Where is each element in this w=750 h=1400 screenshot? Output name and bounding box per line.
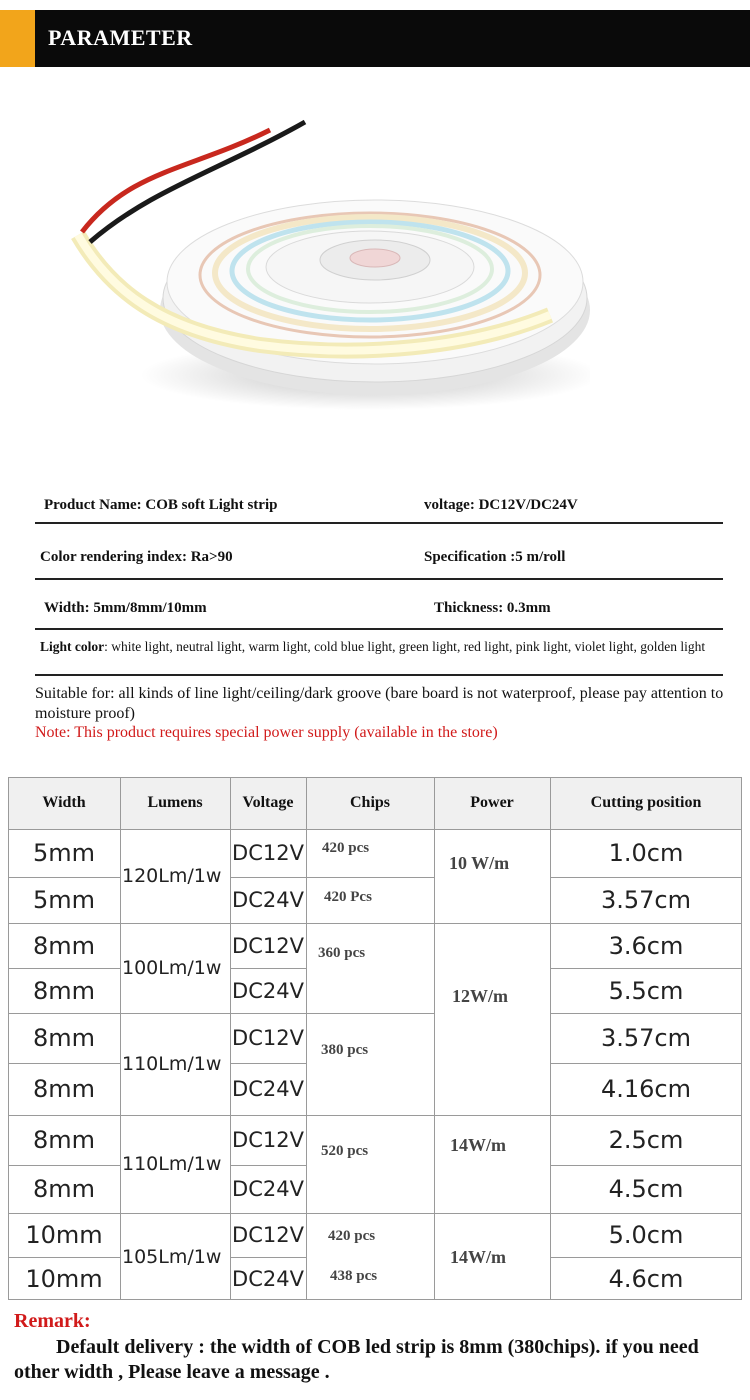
th-lumens: Lumens (120, 777, 230, 829)
spec-note: Note: This product requires special power supply (available in the store) (35, 724, 498, 741)
cell-voltage: DC24V (232, 888, 304, 912)
product-image (70, 110, 590, 420)
th-cutting: Cutting position (550, 777, 742, 829)
cell-voltage: DC12V (232, 841, 304, 865)
cell-lumens: 110Lm/1w (122, 1153, 222, 1175)
th-chips: Chips (306, 777, 434, 829)
cell-cutting: 3.57cm (600, 886, 691, 914)
cell-chips: 438 pcs (330, 1268, 378, 1284)
table-gridline (230, 1063, 306, 1064)
cell-width: 10mm (25, 1221, 103, 1249)
th-power: Power (434, 777, 550, 829)
table-gridline (550, 968, 742, 969)
cell-width: 8mm (32, 1075, 96, 1103)
divider (35, 522, 723, 524)
table-gridline (8, 1165, 120, 1166)
divider (35, 578, 723, 580)
page-title: PARAMETER (48, 25, 193, 50)
cell-lumens: 105Lm/1w (122, 1245, 222, 1268)
table-gridline (434, 777, 435, 1300)
cell-chips: 420 pcs (328, 1228, 376, 1244)
cell-power: 10 W/m (449, 853, 510, 873)
cell-width: 5mm (32, 886, 96, 914)
table-gridline (550, 1013, 742, 1014)
cell-chips: 520 pcs (321, 1143, 369, 1159)
cell-width: 8mm (32, 1126, 96, 1154)
table-gridline (230, 1165, 306, 1166)
cell-voltage: DC12V (232, 933, 304, 958)
table-gridline (230, 968, 306, 969)
cell-cutting: 4.6cm (608, 1264, 684, 1293)
cell-width: 10mm (25, 1264, 103, 1293)
table-gridline (8, 829, 742, 830)
cell-chips: 420 pcs (322, 840, 370, 856)
cell-cutting: 3.6cm (608, 931, 684, 960)
table-border (8, 1299, 742, 1300)
spec-voltage: voltage: DC12V/DC24V (424, 497, 578, 513)
table-gridline (8, 1063, 120, 1064)
table-gridline (550, 877, 742, 878)
table-gridline (550, 1165, 742, 1166)
light-color-label: Light color (40, 639, 105, 654)
cell-power: 14W/m (450, 1247, 506, 1267)
table-gridline (8, 1257, 120, 1258)
cell-voltage: DC12V (232, 1128, 304, 1152)
cell-voltage: DC12V (232, 1223, 304, 1247)
cell-voltage: DC24V (232, 1266, 304, 1291)
cell-lumens: 110Lm/1w (122, 1053, 222, 1075)
cell-power: 14W/m (450, 1135, 506, 1155)
cell-width: 8mm (32, 1175, 96, 1203)
table-border (8, 777, 9, 1300)
table-gridline (8, 1115, 742, 1116)
spec-light-color (40, 638, 730, 655)
cell-cutting: 5.0cm (608, 1221, 684, 1249)
parameter-table (8, 777, 742, 1300)
spec-product-name: Product Name: COB soft Light strip (44, 497, 278, 513)
cell-power: 12W/m (452, 986, 508, 1006)
table-gridline (8, 968, 120, 969)
table-gridline (8, 877, 120, 878)
cell-cutting: 4.16cm (600, 1075, 691, 1103)
cell-cutting: 3.57cm (600, 1024, 691, 1052)
cell-width: 8mm (32, 931, 96, 960)
table-gridline (550, 1063, 742, 1064)
divider (35, 674, 723, 676)
cell-lumens: 100Lm/1w (122, 957, 222, 979)
table-gridline (8, 1213, 742, 1214)
table-gridline (120, 777, 121, 1300)
cell-cutting: 1.0cm (608, 839, 684, 867)
cell-voltage: DC24V (232, 1077, 304, 1101)
section-header (0, 10, 750, 67)
cell-cutting: 5.5cm (608, 976, 684, 1005)
cell-width: 8mm (32, 976, 96, 1005)
cell-lumens: 120Lm/1w (122, 865, 222, 887)
table-gridline (230, 1257, 306, 1258)
table-gridline (230, 777, 231, 1300)
cell-voltage: DC24V (232, 978, 304, 1003)
table-gridline (306, 777, 307, 1300)
table-gridline (8, 923, 742, 924)
spec-thickness: Thickness: 0.3mm (434, 600, 551, 616)
light-color-value: : white light, neutral light, warm light, cold blue light, green light, red light, pink light, violet light, golden light (104, 639, 706, 654)
spec-suitable: Suitable for: all kinds of line light/ceiling/dark groove (bare board is not waterproof, please pay attention to moisture proof) (35, 685, 724, 722)
cell-chips: 360 pcs (318, 945, 366, 961)
table-gridline (550, 777, 551, 1300)
remark-label: Remark: (14, 1310, 91, 1332)
spec-specification: Specification :5 m/roll (424, 549, 566, 565)
table-gridline (230, 877, 434, 878)
cell-voltage: DC12V (232, 1026, 304, 1050)
table-border (741, 777, 742, 1300)
header-accent (0, 10, 35, 67)
table-border (8, 777, 742, 778)
remark-text: Default delivery : the width of COB led strip is 8mm (380chips). if you need other width , Please leave a message . (14, 1336, 699, 1383)
divider (35, 628, 723, 630)
spec-cri: Color rendering index: Ra>90 (40, 549, 233, 565)
cell-cutting: 4.5cm (608, 1175, 684, 1203)
cell-chips: 420 Pcs (324, 889, 372, 905)
th-voltage: Voltage (230, 777, 306, 829)
cell-cutting: 2.5cm (608, 1126, 684, 1154)
cell-width: 5mm (32, 839, 96, 867)
cell-chips: 380 pcs (321, 1042, 369, 1058)
th-width: Width (8, 777, 120, 829)
table-gridline (8, 1013, 434, 1014)
spec-width: Width: 5mm/8mm/10mm (44, 600, 207, 616)
cell-width: 8mm (32, 1024, 96, 1052)
table-gridline (550, 1257, 742, 1258)
cell-voltage: DC24V (232, 1177, 304, 1201)
